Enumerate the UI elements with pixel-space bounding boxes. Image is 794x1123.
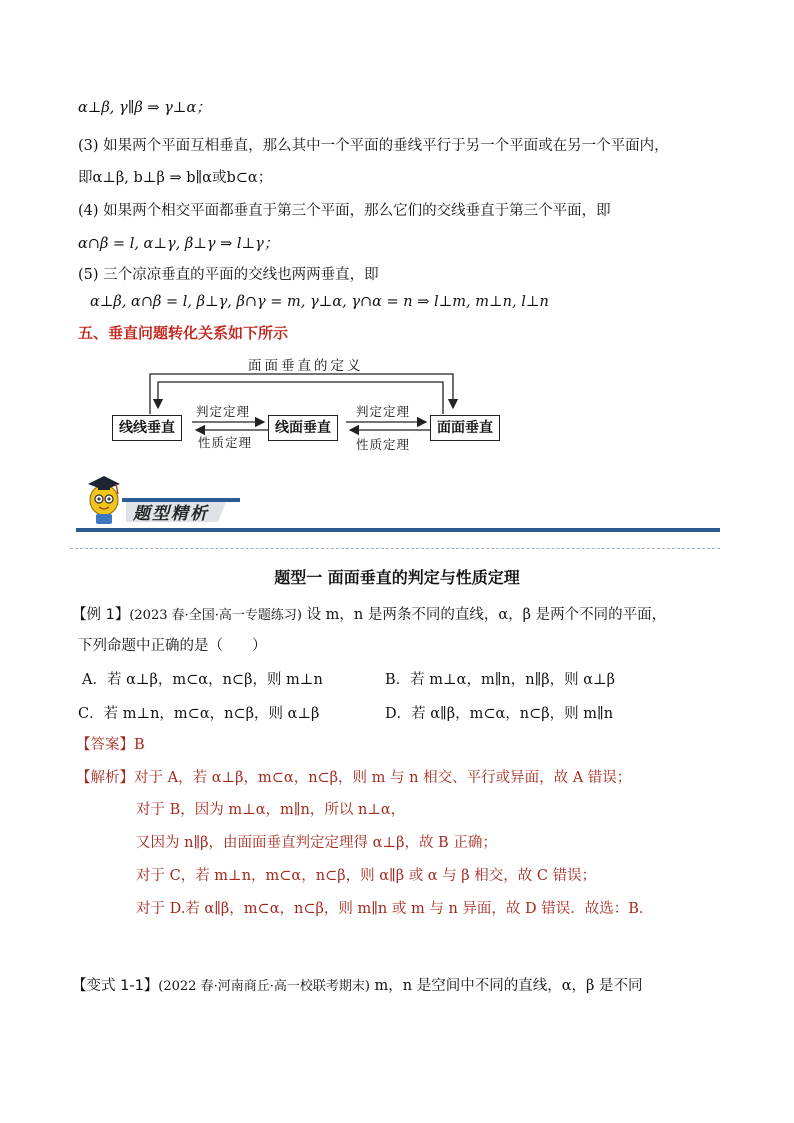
answer-line xyxy=(76,735,145,755)
section-5-heading: 五、垂直问题转化关系如下所示 xyxy=(78,324,289,342)
theorem-line-7: α⊥β, α∩β = l, β⊥γ, β∩γ = m, γ⊥α, γ∩α = n ⇒ l⊥m, m⊥n, l⊥n xyxy=(90,294,549,310)
banner-title: 题型精析 xyxy=(133,504,209,524)
analysis-line-5: 对于 D.若 α∥β，m⊂α，n⊂β，则 m∥n 或 m 与 n 异面，故 D 错误．故选：B． xyxy=(136,901,654,917)
example-1-stem xyxy=(72,605,666,626)
box-plane-plane: 面面垂直 xyxy=(430,415,500,441)
judge-label-2: 判定定理 xyxy=(356,404,411,419)
example-source: (2023 春·全国·高一专题练习) xyxy=(129,608,302,623)
theorem-line-3: 即α⊥β, b⊥β ⇒ b∥α或b⊂α； xyxy=(78,170,273,186)
theorem-line-1: α⊥β, γ∥β ⇒ γ⊥α； xyxy=(78,100,211,116)
judge-label-1: 判定定理 xyxy=(196,404,251,419)
dashed-divider xyxy=(70,548,720,549)
diagram-top-label: 面面垂直的定义 xyxy=(248,358,364,374)
theorem-line-2: (3) 如果两个平面互相垂直，那么其中一个平面的垂线平行于另一个平面或在另一个平面内， xyxy=(78,138,669,154)
section-title: 题型一 面面垂直的判定与性质定理 xyxy=(274,568,520,587)
option-d: D．若 α∥β，m⊂α，n⊂β，则 m∥n xyxy=(385,706,614,722)
option-b: B．若 m⊥α，m∥n，n∥β，则 α⊥β xyxy=(385,672,616,688)
prop-label-1: 性质定理 xyxy=(198,435,253,450)
mascot-icon xyxy=(88,476,120,524)
analysis-line-3: 又因为 n∥β，由面面垂直判定定理得 α⊥β，故 B 正确； xyxy=(136,835,497,851)
variant-source: (2022 春·河南商丘·高一校联考期末) xyxy=(158,979,370,994)
analysis-tag: 【解析】 xyxy=(76,770,134,786)
analysis-text-1: 对于 A，若 α⊥β，m⊂α，n⊂β，则 m 与 n 相交、平行或异面，故 A 错误； xyxy=(134,770,632,786)
theorem-line-6: (5) 三个凉凉垂直的平面的交线也两两垂直，即 xyxy=(78,267,379,283)
analysis-line-1 xyxy=(76,768,631,788)
option-c: C．若 m⊥n，m⊂α，n⊂β，则 α⊥β xyxy=(78,706,320,722)
perpendicular-transform-diagram xyxy=(108,352,513,452)
example-stem-2: 下列命题中正确的是（ ） xyxy=(78,638,267,654)
answer-tag: 【答案】 xyxy=(76,737,134,753)
variant-tag: 【变式 1-1】 xyxy=(72,978,159,994)
box-line-line: 线线垂直 xyxy=(112,415,182,441)
theorem-line-4: (4) 如果两个相交平面都垂直于第三个平面，那么它们的交线垂直于第三个平面，即 xyxy=(78,203,611,219)
example-stem-1: 设 m，n 是两条不同的直线，α，β 是两个不同的平面， xyxy=(306,607,667,623)
answer-value: B xyxy=(134,737,145,753)
example-tag: 【例 1】 xyxy=(72,607,130,623)
variant-1-1 xyxy=(72,976,643,997)
analysis-line-2: 对于 B，因为 m⊥α，m∥n，所以 n⊥α， xyxy=(136,802,406,818)
analysis-line-4: 对于 C，若 m⊥n，m⊂α，n⊂β，则 α∥β 或 α 与 β 相交，故 C 错误； xyxy=(136,868,597,884)
variant-text: m，n 是空间中不同的直线，α，β 是不同 xyxy=(374,978,643,994)
theorem-line-5: α∩β = l, α⊥γ, β⊥γ ⇒ l⊥γ； xyxy=(78,236,279,252)
box-line-plane: 线面垂直 xyxy=(268,415,338,441)
option-a: A．若 α⊥β，m⊂α，n⊂β，则 m⊥n xyxy=(82,672,323,688)
prop-label-2: 性质定理 xyxy=(356,437,411,452)
